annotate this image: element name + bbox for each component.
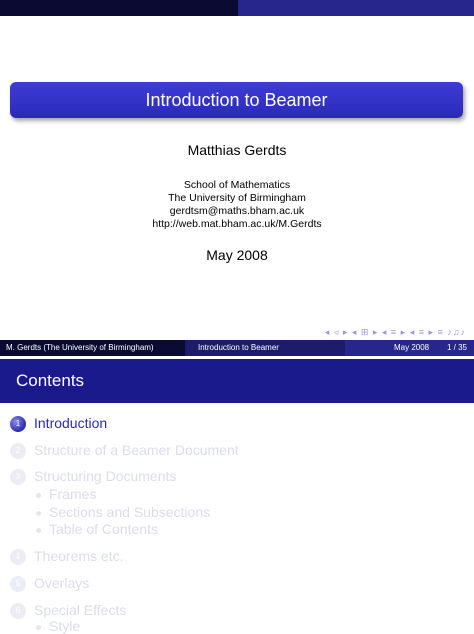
bullet-icon — [36, 625, 41, 630]
author-name: Matthias Gerdts — [187, 142, 287, 158]
bullet-icon — [36, 511, 41, 516]
toc-subitem-sections[interactable] — [36, 504, 210, 520]
section-number-ball: 6 — [10, 603, 26, 619]
toc-subitem-toc[interactable] — [36, 521, 158, 537]
section-number-ball: 2 — [10, 443, 26, 459]
toc-sublabel: Table of Contents — [49, 521, 158, 537]
toc-item-structure[interactable] — [10, 442, 239, 459]
toc-label: Structure of a Beamer Document — [34, 442, 239, 458]
footer-title: Introduction to Beamer — [185, 340, 345, 356]
toc-item-structuring[interactable] — [10, 468, 176, 485]
toc-item-theorems[interactable] — [10, 548, 123, 565]
navigation-symbols-icon[interactable]: ◂ ◃ ▸ ◂ ⊞ ▸ ◂ ≡ ▸ ◂ ≡ ▸ ≡ ♪♫♪ — [324, 327, 466, 337]
presentation-date: May 2008 — [206, 247, 268, 263]
bullet-icon — [36, 528, 41, 533]
footer-author: M. Gerdts (The University of Birmingham) — [0, 340, 185, 356]
bullet-icon — [36, 493, 41, 498]
section-number-ball: 4 — [10, 549, 26, 565]
presentation-title: Introduction to Beamer — [145, 90, 328, 110]
footer-page-number: 1 / 35 — [446, 343, 467, 352]
toc-sublabel: Frames — [49, 486, 97, 502]
toc-label: Structuring Documents — [34, 468, 177, 484]
section-number-ball: 1 — [10, 416, 26, 432]
institute-line: The University of Birmingham — [168, 192, 306, 204]
section-number-ball: 5 — [10, 576, 26, 592]
institute-line: School of Mathematics — [183, 179, 291, 191]
toc-label: Special Effects — [34, 602, 127, 618]
toc-item-special-effects[interactable] — [10, 602, 126, 619]
toc-label: Theorems etc. — [34, 548, 124, 564]
toc-item-introduction[interactable] — [10, 415, 107, 432]
frame-title: Contents — [16, 371, 85, 390]
email-text: gerdtsm@maths.bham.ac.uk — [169, 205, 305, 217]
footer-date: May 2008 — [394, 343, 430, 352]
section-number-ball: 3 — [10, 469, 26, 485]
toc-sublabel: Style — [49, 618, 81, 634]
homepage-text: http://web.mat.bham.ac.uk/M.Gerdts — [152, 218, 322, 230]
toc-label: Introduction — [34, 415, 108, 431]
toc-label: Overlays — [34, 575, 90, 591]
toc-sublabel: Sections and Subsections — [49, 504, 211, 520]
toc-subitem-frames[interactable] — [36, 486, 96, 502]
toc-item-overlays[interactable] — [10, 575, 89, 592]
